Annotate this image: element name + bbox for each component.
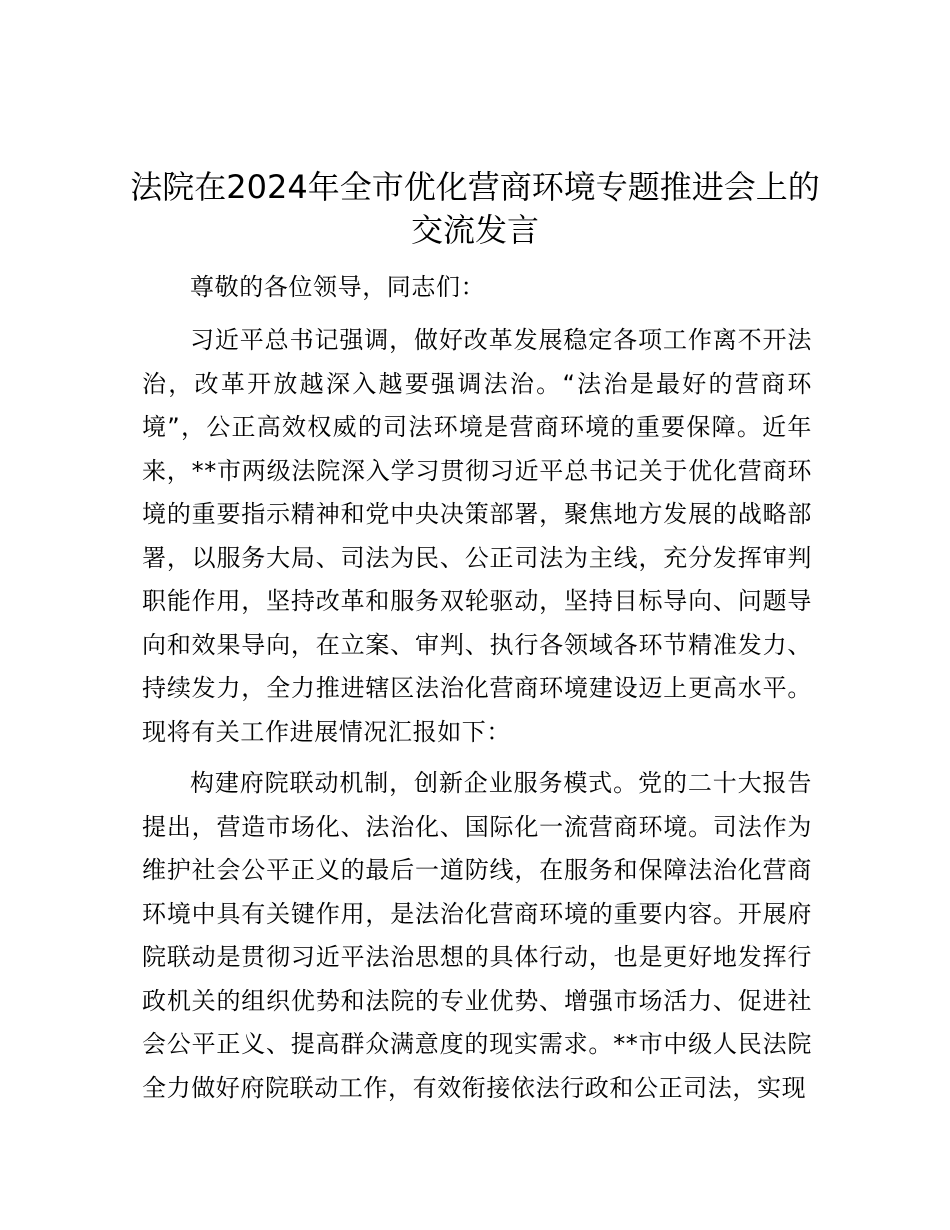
paragraph-2: 构建府院联动机制，创新企业服务模式。党的二十大报告提出，营造市场化、法治化、国际化一流营商环境。司法作为维护社会公平正义的最后一道防线，在服务和保障法治化营商环境中具有关键作用，是法治化营商环境的重要内容。开展府院联动是贯彻习近平法治思想的具体行动，也是更好地发挥行政机关的组织优势和法院的专业优势、增强市场活力、促进社会公平正义、提高群众满意度的现实需求。**市中级人民法院全力做好府院联动工作，有效衔接依法行政和公正司法，实现: [142, 769, 812, 1102]
document-title: 法院在2024年全市优化营商环境专题推进会上的交流发言: [130, 168, 820, 249]
paragraph-1: 习近平总书记强调，做好改革发展稳定各项工作离不开法治，改革开放越深入越要强调法治。“法治是最好的营商环境”，公正高效权威的司法环境是营商环境的重要保障。近年来，**市两级法院深入学习贯彻习近平总书记关于优化营商环境的重要指示精神和党中央决策部署，聚焦地方发展的战略部署，以服务大局、司法为民、公正司法为主线，充分发挥审判职能作用，坚持改革和服务双轮驱动，坚持目标导向、问题导向和效果导向，在立案、审判、执行各领域各环节精准发力、持续发力，全力推进辖区法治化营商环境建设迈上更高水平。现将有关工作进展情况汇报如下：: [142, 326, 812, 746]
salutation: 尊敬的各位领导，同志们：: [190, 273, 486, 301]
